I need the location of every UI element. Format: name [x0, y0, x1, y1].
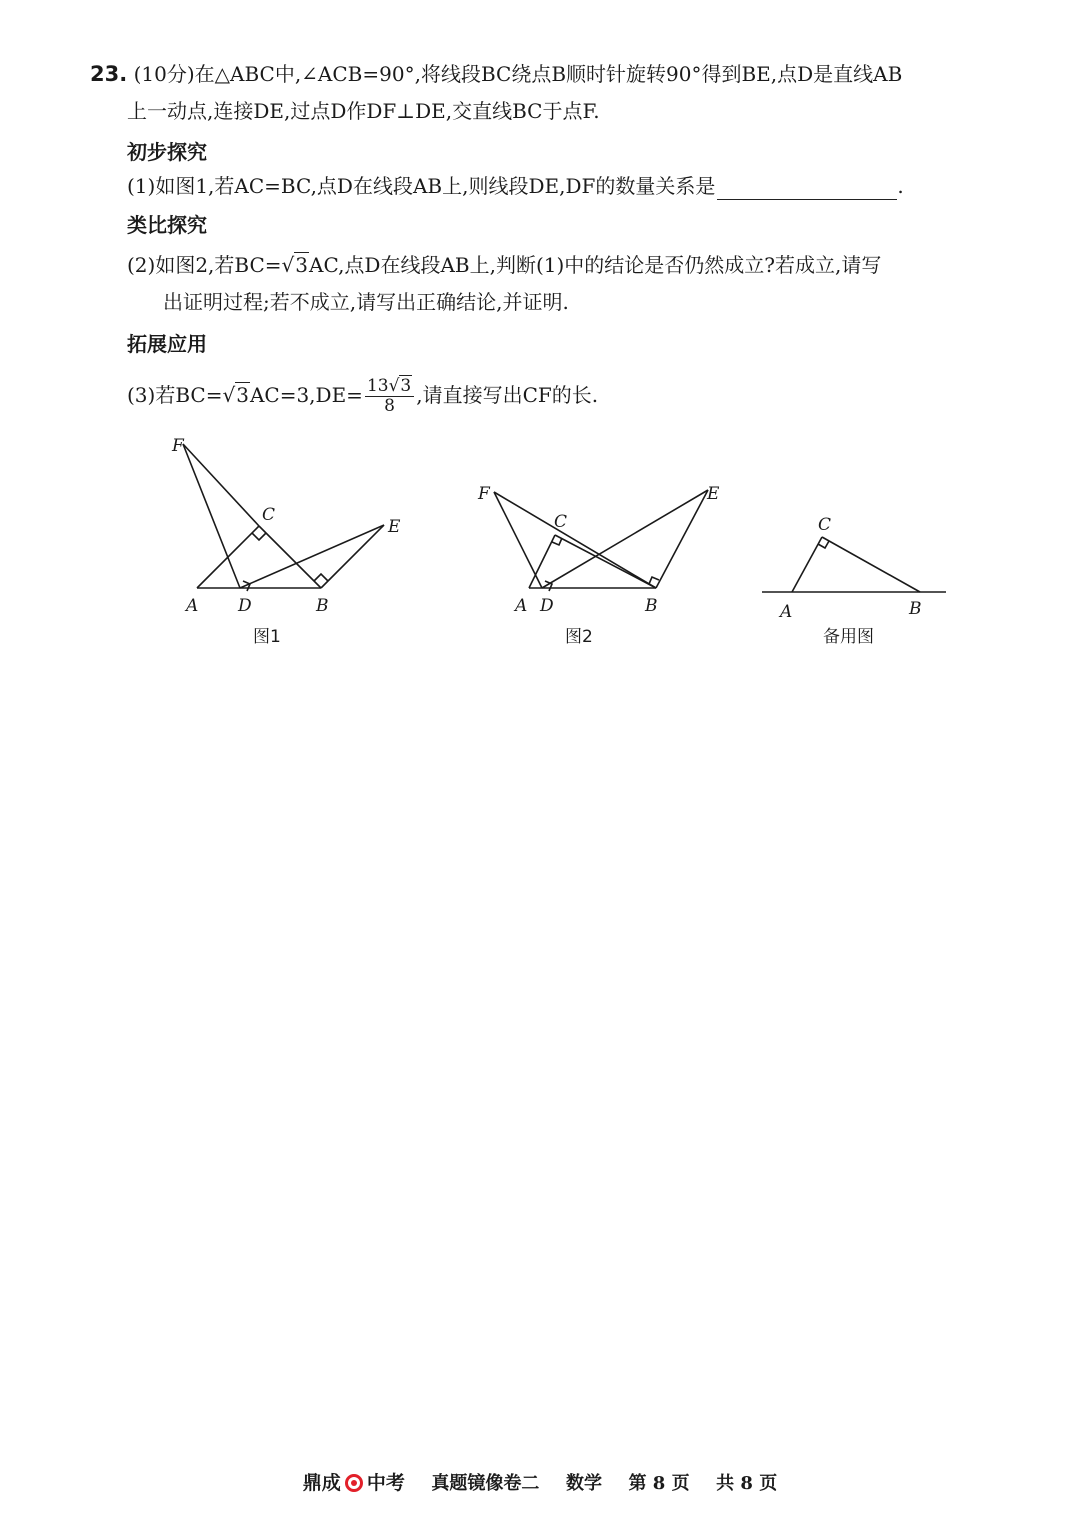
sqrt-radicand: 3 — [236, 383, 249, 407]
part-3-prefix: (3)若BC= — [127, 383, 223, 407]
fig1-caption: 图1 — [253, 627, 281, 647]
figure-3 — [762, 537, 946, 592]
segment-DE — [542, 490, 708, 588]
fig2-label-E: E — [707, 484, 720, 504]
right-angle-B — [649, 577, 659, 584]
segment-AC — [529, 535, 555, 588]
sqrt-symbol: √3 — [388, 376, 412, 396]
fraction-denominator: 8 — [384, 396, 395, 416]
fraction-num-value: 13 — [366, 376, 389, 396]
part-3 — [127, 366, 598, 424]
question-line-1 — [90, 60, 902, 88]
fig3-label-C: C — [818, 515, 832, 535]
fig1-label-F: F — [172, 436, 184, 456]
fig2-caption: 图2 — [565, 627, 593, 647]
footer-subject: 数学 — [565, 1473, 602, 1494]
question-intro-2: 上一动点,连接DE,过点D作DF⊥DE,交直线BC于点F. — [127, 99, 600, 123]
figure-1 — [183, 444, 384, 591]
part-1 — [127, 172, 904, 200]
fig2-label-C: C — [554, 512, 568, 532]
footer-total: 共 8 页 — [716, 1473, 778, 1494]
footer-page: 第 8 页 — [628, 1473, 690, 1494]
part-2-line-2 — [163, 288, 569, 316]
fig3-label-B: B — [909, 599, 922, 619]
target-logo-icon — [345, 1474, 363, 1492]
fig1-label-B: B — [316, 596, 329, 616]
brand-left: 鼎成 — [302, 1472, 341, 1494]
fig1-label-C: C — [262, 505, 276, 525]
question-score: (10分) — [133, 62, 195, 86]
segment-BE — [321, 525, 384, 588]
fraction — [365, 377, 414, 416]
figures — [0, 430, 1080, 660]
part-3-mid: AC=3,DE= — [249, 383, 363, 407]
question-number: 23. — [90, 62, 128, 86]
footer-series: 真题镜像卷二 — [431, 1473, 540, 1494]
part-1-text: (1)如图1,若AC=BC,点D在线段AB上,则线段DE,DF的数量关系是 — [127, 174, 716, 198]
fig2-label-B: B — [645, 596, 658, 616]
part-2-line2-text: 出证明过程;若不成立,请写出正确结论,并证明. — [163, 290, 569, 314]
sqrt-radicand: 3 — [295, 253, 309, 277]
section-title-3: 拓展应用 — [127, 332, 207, 356]
right-angle-C — [252, 533, 266, 540]
section-title-1: 初步探究 — [127, 140, 207, 164]
sqrt-symbol: √3 — [281, 253, 309, 277]
segment-CB — [822, 537, 920, 592]
part-2-line-1 — [127, 251, 881, 279]
fig1-label-A: A — [186, 596, 199, 616]
right-angle-B — [314, 574, 328, 581]
page-footer — [0, 1468, 1080, 1495]
sqrt-symbol: √3 — [222, 383, 249, 407]
fig1-label-D: D — [238, 596, 252, 616]
brand-right: 中考 — [366, 1472, 405, 1494]
fig2-label-F: F — [478, 484, 490, 504]
fig1-label-E: E — [388, 517, 401, 537]
section-title-2: 类比探究 — [127, 213, 207, 237]
fig3-label-A: A — [780, 602, 793, 622]
fig2-label-A: A — [515, 596, 528, 616]
fraction-numerator — [365, 377, 414, 397]
answer-blank[interactable] — [717, 179, 897, 200]
part-3-suffix: ,请直接写出CF的长. — [416, 383, 599, 407]
fig2-label-D: D — [540, 596, 554, 616]
question-intro-1: 在△ABC中,∠ACB=90°,将线段BC绕点B顺时针旋转90°得到BE,点D是直线AB — [194, 62, 903, 86]
figure-2 — [494, 490, 708, 591]
segment-DF — [183, 444, 240, 588]
segment-CB — [555, 535, 656, 588]
segment-AC — [792, 537, 822, 592]
part-1-suffix: . — [897, 174, 904, 198]
part-2-prefix: (2)如图2,若BC= — [127, 253, 282, 277]
segment-FC — [183, 444, 259, 526]
question-line-2 — [127, 97, 600, 125]
fig3-caption: 备用图 — [823, 627, 874, 647]
part-2-suffix: AC,点D在线段AB上,判断(1)中的结论是否仍然成立?若成立,请写 — [309, 253, 882, 277]
sqrt-radicand: 3 — [400, 376, 412, 396]
